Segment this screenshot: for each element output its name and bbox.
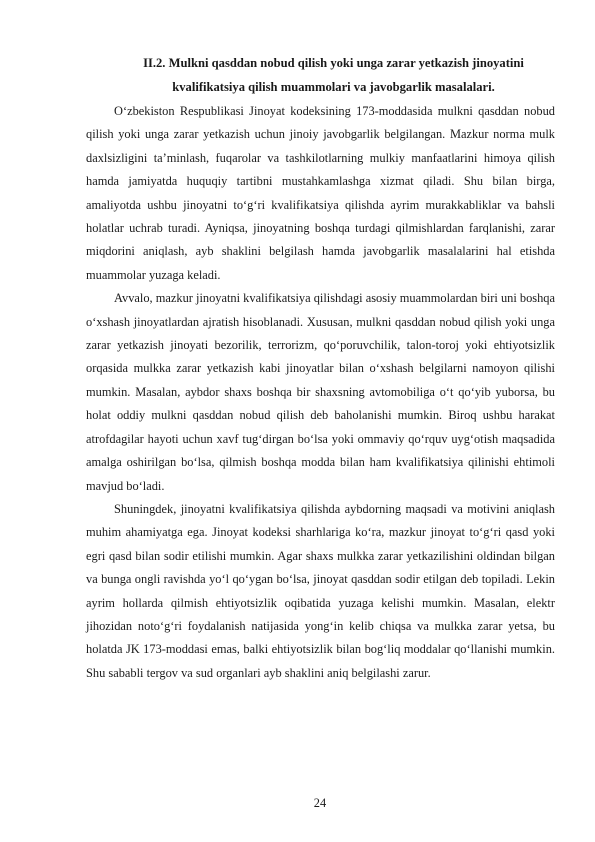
paragraph-2: Avvalo, mazkur jinoyatni kvalifikatsiya qilishdagi asosiy muammolardan biri uni boshqa o‘xshash jinoyatlardan ajratish hisoblanadi. Xususan, mulkni qasddan nobud qilish yoki unga zarar yetkazish jinoyati bezorilik, terrorizm, qo‘poruvchilik, talon-toroj yoki ehtiyotsizlik orqasida mulkka zarar yetkazish kabi jinoyatlar bilan o‘xshash belgilarni namoyon qilishi mumkin. Masalan, aybdor shaxs boshqa bir shaxsning avtomobiliga o‘t qo‘yib yuborsa, bu holat oddiy mulkni qasddan nobud qilish deb baholanishi mumkin. Biroq ushbu harakat atrofdagilar hayoti uchun xavf tug‘dirgan bo‘lsa yoki ommaviy qo‘rquv uyg‘otish maqsadida amalga oshirilgan bo‘lsa, qilmish boshqa modda bilan ham kvalifikatsiya qilinishi ehtimoli mavjud bo‘ladi. [86,291,555,493]
section-heading: II.2. Mulkni qasddan nobud qilish yoki unga zarar yetkazish jinoyatini kvalifikatsiya qilish muammolari va javobgarlik masalalari. [143,56,524,94]
paragraph-1: O‘zbekiston Respublikasi Jinoyat kodeksining 173-moddasida mulkni qasddan nobud qilish yoki unga zarar yetkazish uchun jinoiy javobgarlik belgilangan. Mazkur norma mulk daxlsizligini ta’minlash, fuqarolar va tashkilotlarning mulkiy manfaatlarini himoya qilish hamda jamiyatda huquqiy tartibni mustahkamlashga xizmat qiladi. Shu bilan birga, amaliyotda ushbu jinoyatni to‘g‘ri kvalifikatsiya qilishda ayrim murakkabliklar va bahsli holatlar uchrab turadi. Ayniqsa, jinoyatning boshqa turdagi qilmishlardan farqlanishi, zarar miqdorini aniqlash, ayb shaklini belgilash hamda javobgarlik masalalarini hal etishda muammolar yuzaga keladi. [86,104,555,282]
page-number: 24 [313,796,327,810]
document-page [86,52,555,685]
paragraph-3: Shuningdek, jinoyatni kvalifikatsiya qilishda aybdorning maqsadi va motivini aniqlash muhim ahamiyatga ega. Jinoyat kodeksi sharhlariga ko‘ra, mazkur jinoyat to‘g‘ri qasd yoki egri qasd bilan sodir etilishi mumkin. Agar shaxs mulkka zarar yetkazilishini oldindan bilgan va bunga ongli ravishda yo‘l qo‘ygan bo‘lsa, jinoyat qasddan sodir etilgan deb topiladi. Lekin ayrim hollarda qilmish ehtiyotsizlik oqibatida yuzaga kelishi mumkin. Masalan, elektr jihozidan noto‘g‘ri foydalanish natijasida yong‘in kelib chiqsa va mulkka zarar yetsa, bu holatda JK 173-moddasi emas, balki ehtiyotsizlik bilan bog‘liq moddalar qo‘llanishi mumkin. Shu sababli tergov va sud organlari ayb shaklini aniq belgilashi zarur. [86,501,555,680]
